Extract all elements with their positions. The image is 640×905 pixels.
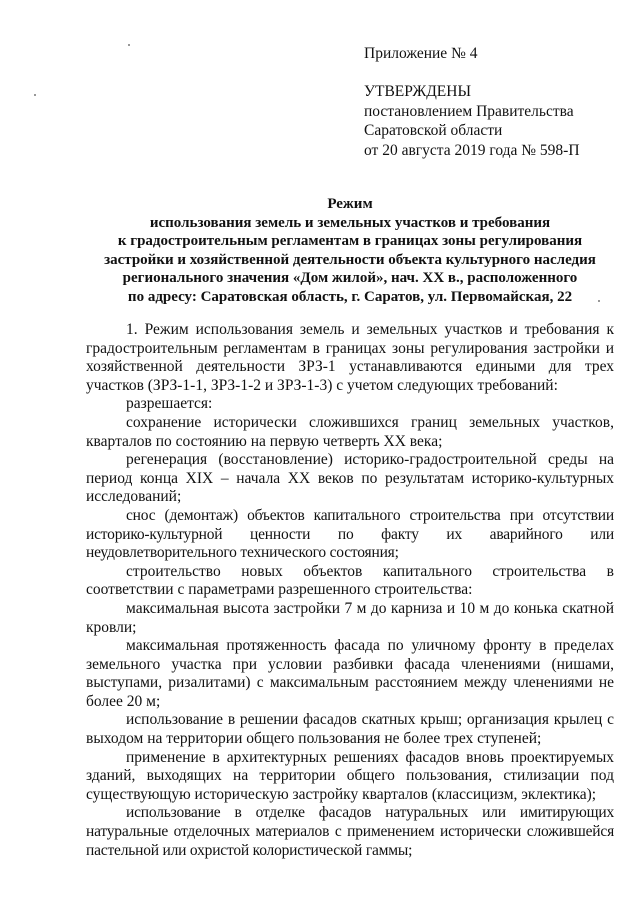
- paragraph: снос (демонтаж) объектов капитального строительства при отсутствии историко-культурной ценности по факту их аварийного или неудовлетворительного технического состояния;: [86, 506, 614, 562]
- title-line: Режим: [327, 196, 373, 212]
- title-line: по адресу: Саратовская область, г. Саратов, ул. Первомайская, 22: [127, 288, 573, 305]
- paragraph: применение в архитектурных решениях фасадов вновь проектируемых зданий, выходящих на территории общего пользования, стилизации под существующую историческую застройку кварталов (классицизм, эклектика);: [86, 748, 614, 803]
- title-line: использования земель и земельных участков и требования: [149, 214, 551, 231]
- title-line: регионального значения «Дом жилой», нач. XX в., расположенного: [122, 270, 578, 287]
- appendix-label: Приложение № 4: [364, 45, 478, 62]
- paragraph: максимальная протяженность фасада по уличному фронту в пределах земельного участка при условии разбивки фасада членениями (нишами, выступами, ризалитами) с максимальным расстоянием между членениями не более 20 м;: [86, 637, 614, 710]
- paragraph: строительство новых объектов капитального строительства в соответствии с параметрами разрешенного строительства:: [86, 562, 614, 599]
- paragraph: использование в решении фасадов скатных крыш; организация крылец с выходом на территории общего пользования не более трех ступеней;: [86, 711, 614, 748]
- approval-line: Саратовской области: [364, 122, 503, 139]
- approval-line: постановлением Правительства: [364, 102, 574, 120]
- approved-heading: УТВЕРЖДЕНЫ: [364, 83, 471, 100]
- title-line: к градостроительным регламентам в границах зоны регулирования: [117, 233, 583, 250]
- paragraph: максимальная высота застройки 7 м до карниза и 10 м до конька скатной кровли;: [86, 599, 614, 636]
- document-title: [80, 195, 620, 307]
- paragraph: разрешается:: [126, 395, 213, 413]
- approval-block: [364, 82, 580, 160]
- paragraph: 1. Режим использования земель и земельных участков и требования к градостроительным регламентам в границах зоны регулирования застройки и хозяйственной деятельности ЗРЗ-1 устанавливаются едиными для трех участков (ЗРЗ-1-1, ЗРЗ-1-2 и ЗРЗ-1-3) с учетом следующих требований:: [86, 321, 614, 394]
- scan-speck: [128, 44, 130, 46]
- scan-speck: [34, 94, 36, 96]
- document-body: [86, 321, 614, 860]
- paragraph: использование в отделке фасадов натуральных или имитирующих натуральные отделочных материалов с применением исторически сложившейся пастельной или охристой колористической гаммы;: [86, 804, 614, 859]
- paragraph: регенерация (восстановление) историко-градостроительной среды на период конца XIX – начала XX веков по результатам историко-культурных исследований;: [86, 451, 614, 506]
- title-line: застройки и хозяйственной деятельности объекта культурного наследия: [104, 251, 596, 268]
- approval-line: от 20 августа 2019 года № 598-П: [364, 141, 580, 159]
- paragraph: сохранение исторически сложившихся границ земельных участков, кварталов по состоянию на первую четверть XX века;: [86, 413, 614, 450]
